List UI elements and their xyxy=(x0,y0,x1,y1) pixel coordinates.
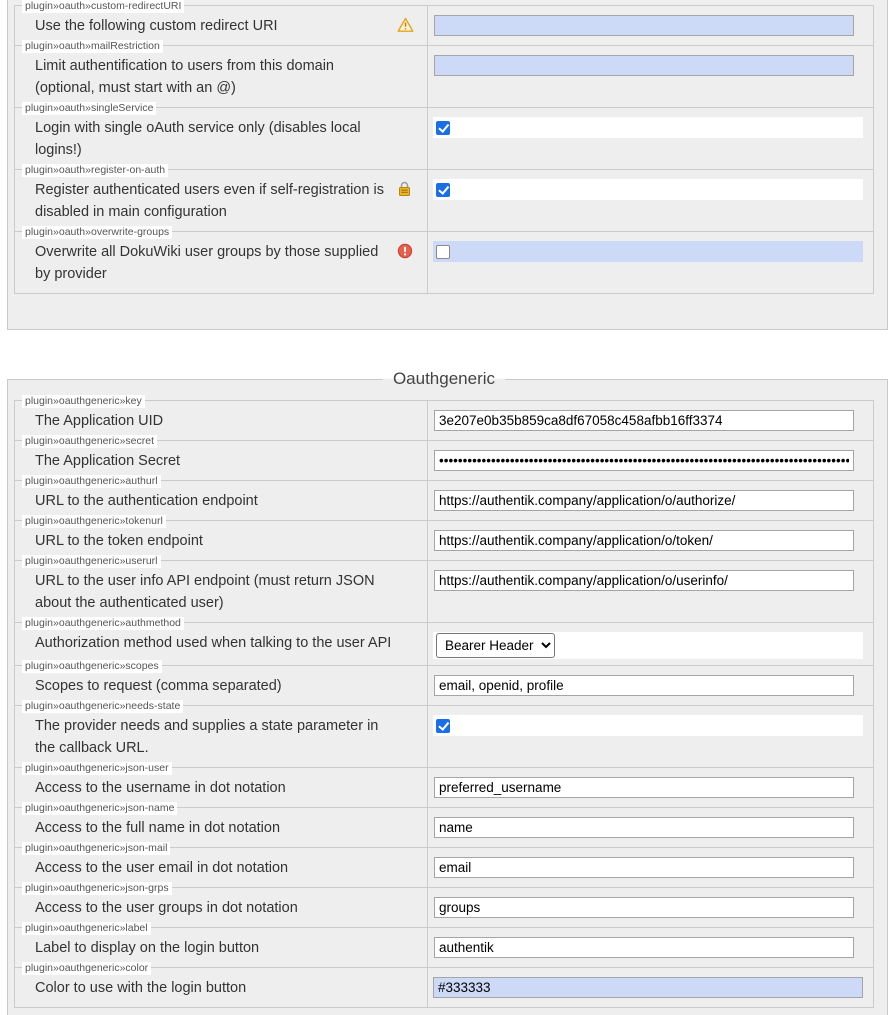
setting-text-input[interactable] xyxy=(434,897,854,918)
setting-checkbox[interactable] xyxy=(436,121,450,135)
setting-label: Overwrite all DokuWiki user groups by those supplied by provider xyxy=(35,244,379,282)
setting-text-input[interactable] xyxy=(434,530,854,551)
setting-label: Access to the full name in dot notation xyxy=(35,820,281,836)
config-row xyxy=(15,882,873,927)
warning-icon xyxy=(397,17,414,33)
oauth-settings-table xyxy=(14,0,874,294)
config-row xyxy=(15,617,873,665)
config-row xyxy=(15,555,873,622)
setting-text-input[interactable] xyxy=(434,857,854,878)
setting-key: plugin»oauthgeneric»label xyxy=(22,922,151,935)
setting-key: plugin»oauth»register-on-auth xyxy=(22,164,168,177)
oauthgeneric-settings-table xyxy=(14,395,874,1008)
setting-checkbox[interactable] xyxy=(436,183,450,197)
setting-label: Scopes to request (comma separated) xyxy=(35,678,282,694)
setting-value-cell xyxy=(427,888,873,927)
setting-text-input[interactable] xyxy=(434,570,854,591)
setting-key: plugin»oauth»custom-redirectURI xyxy=(22,0,184,13)
setting-label-cell xyxy=(15,164,427,231)
setting-value-cell xyxy=(427,968,873,1007)
setting-value-cell xyxy=(427,481,873,520)
setting-value-cell xyxy=(427,108,873,169)
setting-key: plugin»oauthgeneric»key xyxy=(22,395,145,408)
config-row xyxy=(15,102,873,169)
setting-select[interactable] xyxy=(436,633,555,658)
setting-label-cell xyxy=(15,700,427,767)
setting-value-cell xyxy=(427,232,873,293)
setting-text-input[interactable] xyxy=(434,490,854,511)
config-row xyxy=(15,660,873,705)
config-row xyxy=(15,164,873,231)
setting-label: Access to the username in dot notation xyxy=(35,780,286,796)
setting-label: Access to the user groups in dot notation xyxy=(35,900,298,916)
setting-key: plugin»oauthgeneric»color xyxy=(22,962,151,975)
setting-text-input[interactable] xyxy=(433,977,863,998)
setting-value-cell xyxy=(427,6,873,45)
setting-text-input[interactable] xyxy=(434,55,854,76)
setting-text-input[interactable] xyxy=(434,675,854,696)
setting-label: The Application Secret xyxy=(35,453,181,469)
setting-label: Limit authentification to users from this domain (optional, must start with an @) xyxy=(35,58,334,96)
setting-label-cell xyxy=(15,617,427,665)
setting-key: plugin»oauthgeneric»tokenurl xyxy=(22,515,166,528)
config-row xyxy=(15,762,873,807)
config-row xyxy=(15,475,873,520)
setting-text-input[interactable] xyxy=(434,777,854,798)
section-legend: Oauthgeneric xyxy=(392,369,496,388)
config-row xyxy=(15,922,873,967)
setting-value-cell xyxy=(427,170,873,231)
lock-icon xyxy=(397,181,414,197)
setting-key: plugin»oauth»mailRestriction xyxy=(22,40,163,53)
setting-key: plugin»oauth»overwrite-groups xyxy=(22,226,172,239)
setting-key: plugin»oauth»singleService xyxy=(22,102,156,115)
setting-key: plugin»oauthgeneric»json-name xyxy=(22,802,177,815)
setting-key: plugin»oauthgeneric»json-mail xyxy=(22,842,170,855)
setting-label: Authorization method used when talking to the user API xyxy=(35,635,392,651)
setting-value-cell xyxy=(427,768,873,807)
config-row xyxy=(15,842,873,887)
setting-label: The provider needs and supplies a state parameter in the callback URL. xyxy=(35,718,379,756)
setting-value-cell xyxy=(427,706,873,767)
setting-text-input[interactable] xyxy=(434,817,854,838)
setting-text-input[interactable] xyxy=(434,15,854,36)
setting-label: Use the following custom redirect URI xyxy=(35,18,278,34)
setting-key: plugin»oauthgeneric»userurl xyxy=(22,555,161,568)
setting-key: plugin»oauthgeneric»scopes xyxy=(22,660,162,673)
setting-text-input[interactable] xyxy=(434,410,854,431)
setting-value-strip xyxy=(433,715,863,736)
setting-checkbox[interactable] xyxy=(436,245,450,259)
setting-label: Access to the user email in dot notation xyxy=(35,860,289,876)
setting-label: Register authenticated users even if self-registration is disabled in main configuration xyxy=(35,182,384,220)
setting-label: Login with single oAuth service only (disables local logins!) xyxy=(35,120,361,158)
setting-key: plugin»oauthgeneric»secret xyxy=(22,435,157,448)
setting-value-cell xyxy=(427,441,873,480)
setting-value-cell xyxy=(427,561,873,622)
config-row xyxy=(15,802,873,847)
setting-value-strip xyxy=(433,117,863,138)
setting-key: plugin»oauthgeneric»needs-state xyxy=(22,700,183,713)
setting-value-cell xyxy=(427,521,873,560)
setting-checkbox[interactable] xyxy=(436,719,450,733)
setting-value-cell xyxy=(427,46,873,107)
setting-label: Label to display on the login button xyxy=(35,940,260,956)
setting-text-input[interactable] xyxy=(434,937,854,958)
setting-value-cell xyxy=(427,848,873,887)
setting-label: URL to the user info API endpoint (must return JSON about the authenticated user) xyxy=(35,573,375,611)
setting-key: plugin»oauthgeneric»authmethod xyxy=(22,617,184,630)
setting-key: plugin»oauthgeneric»json-grps xyxy=(22,882,172,895)
setting-label: URL to the token endpoint xyxy=(35,533,203,549)
setting-password-input[interactable] xyxy=(434,450,854,471)
setting-value-cell xyxy=(427,623,873,665)
setting-key: plugin»oauthgeneric»authurl xyxy=(22,475,161,488)
config-row xyxy=(15,962,873,1007)
section-oauthgeneric xyxy=(7,369,888,1015)
setting-value-strip xyxy=(433,179,863,200)
setting-value-cell xyxy=(427,928,873,967)
config-row xyxy=(15,435,873,480)
config-row xyxy=(15,515,873,560)
setting-label: Color to use with the login button xyxy=(35,980,247,996)
setting-value-cell xyxy=(427,401,873,440)
error-icon xyxy=(397,243,414,259)
setting-value-strip xyxy=(433,241,863,262)
setting-value-cell xyxy=(427,808,873,847)
setting-label-cell xyxy=(15,962,427,1007)
config-row xyxy=(15,226,873,293)
config-row xyxy=(15,700,873,767)
setting-key: plugin»oauthgeneric»json-user xyxy=(22,762,172,775)
setting-label-cell xyxy=(15,102,427,169)
setting-label-cell xyxy=(15,40,427,107)
setting-label-cell xyxy=(15,555,427,622)
setting-label-cell xyxy=(15,226,427,293)
config-row xyxy=(15,40,873,107)
setting-label: URL to the authentication endpoint xyxy=(35,493,258,509)
setting-value-strip xyxy=(433,632,863,659)
section-oauth xyxy=(7,0,888,330)
setting-label: The Application UID xyxy=(35,413,164,429)
setting-value-cell xyxy=(427,666,873,705)
